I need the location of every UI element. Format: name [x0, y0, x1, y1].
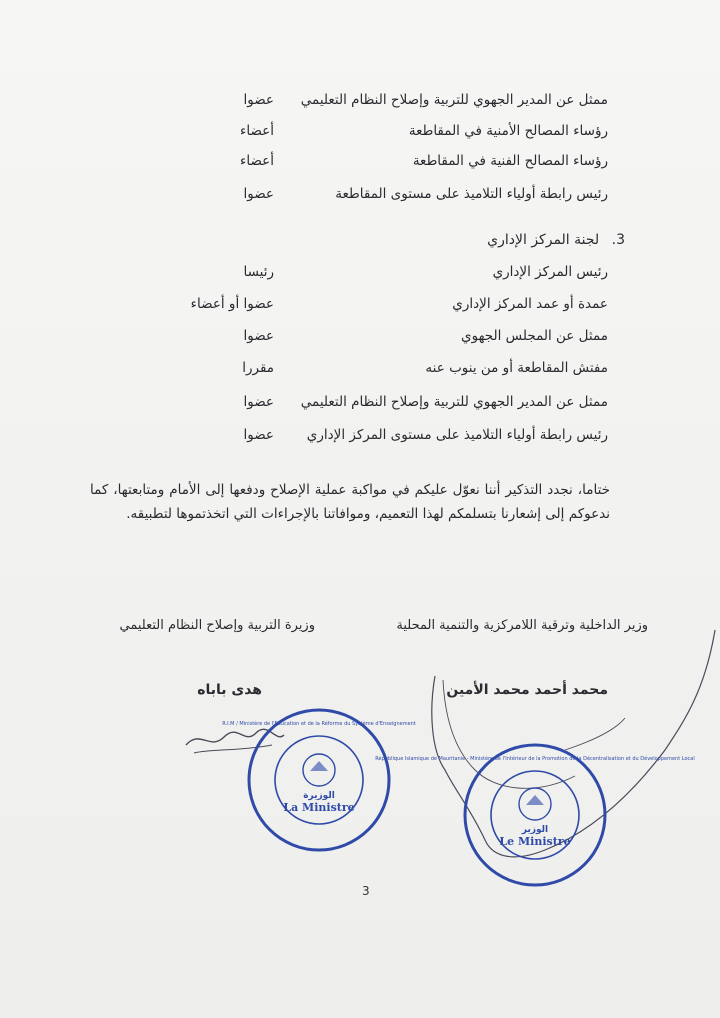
- member-label: ممثل عن المدير الجهوي للتربية وإصلاح النظام التعليمي: [300, 92, 608, 108]
- stamp-center-label: La Ministre: [283, 801, 355, 814]
- member-role: عضوا: [243, 92, 274, 108]
- closing-paragraph: ختاما، نجدد التذكير أننا نعوّل عليكم في مواكبة عملية الإصلاح ودفعها إلى الأمام ومتابعتها، كما ندعوكم إلى إشعارنا بتسلمكم لهذا التعميم، وموافاتنا بالإجراءات التي اتخذتموها لتطبيقه.: [90, 482, 610, 522]
- member-row: [0, 186, 720, 214]
- member-label: رؤساء المصالح الأمنية في المقاطعة: [408, 123, 608, 139]
- section-number: 3.: [611, 232, 625, 248]
- stamp-center-label: Le Ministre: [499, 835, 571, 848]
- member-label: مفتش المقاطعة أو من ينوب عنه: [425, 360, 608, 376]
- member-role: أعضاء: [240, 153, 274, 169]
- section-heading: [487, 232, 625, 248]
- member-row: [0, 296, 720, 324]
- member-label: رؤساء المصالح الفنية في المقاطعة: [412, 153, 608, 169]
- stamp-ring-text: R.I.M / Ministère de l'Education et de la Réforme du Système d'Enseignement: [222, 721, 416, 727]
- member-label: ممثل عن المدير الجهوي للتربية وإصلاح النظام التعليمي: [300, 394, 608, 410]
- interior-ministry-stamp: [375, 740, 695, 890]
- member-row: [0, 427, 720, 455]
- section-title: لجنة المركز الإداري: [487, 232, 600, 248]
- education-ministry-stamp: [222, 705, 416, 855]
- stamp-arabic-center: الوزير: [521, 825, 549, 835]
- member-row: [0, 328, 720, 356]
- member-row: [0, 153, 720, 181]
- member-role: أعضاء: [240, 123, 274, 139]
- page-number: 3: [362, 884, 370, 898]
- member-role: عضوا أو أعضاء: [190, 296, 274, 312]
- member-row: [0, 360, 720, 388]
- member-role: عضوا: [243, 186, 274, 202]
- member-role: عضوا: [243, 427, 274, 443]
- member-label: رئيس رابطة أولياء التلاميذ على مستوى المقاطعة: [335, 186, 608, 202]
- education-minister-name: هدى باباه: [197, 682, 262, 698]
- stamp-arabic-center: الوزيرة: [303, 791, 335, 801]
- interior-minister-title: وزير الداخلية وترقية اللامركزية والتنمية المحلية: [396, 618, 648, 633]
- member-role: عضوا: [243, 394, 274, 410]
- member-row: [0, 394, 720, 422]
- education-minister-title: وزيرة التربية وإصلاح النظام التعليمي: [119, 618, 315, 633]
- member-role: مقررا: [242, 360, 274, 376]
- member-label: رئيس المركز الإداري: [492, 264, 608, 280]
- member-label: ممثل عن المجلس الجهوي: [461, 328, 608, 344]
- member-role: رئيسا: [243, 264, 274, 280]
- member-row: [0, 92, 720, 120]
- member-row: [0, 123, 720, 151]
- member-label: رئيس رابطة أولياء التلاميذ على مستوى المركز الإداري: [306, 427, 608, 443]
- member-row: [0, 264, 720, 292]
- member-role: عضوا: [243, 328, 274, 344]
- stamp-ring-text: République Islamique de Mauritanie - Ministère de l'Intérieur de la Promotion de la Décentralisation et du Développement Local: [375, 756, 695, 762]
- interior-minister-name: محمد أحمد محمد الأمين: [446, 682, 608, 698]
- member-label: عمدة أو عمد المركز الإداري: [452, 296, 608, 312]
